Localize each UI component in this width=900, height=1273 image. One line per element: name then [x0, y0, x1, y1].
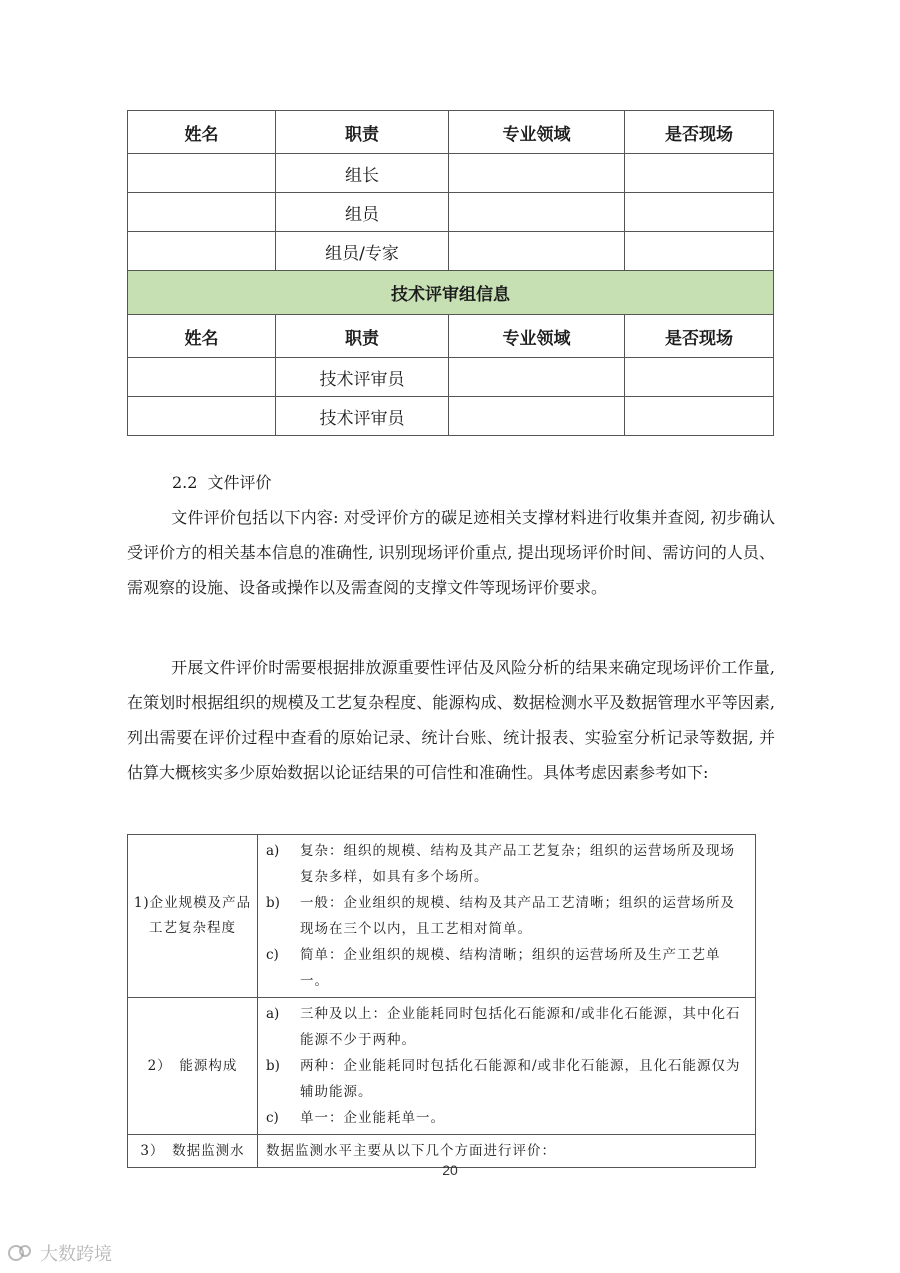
list-item: b) 一般：企业组织的规模、结构及其产品工艺清晰；组织的运营场所及现场在三个以内，且工艺相对简单。 [266, 895, 735, 937]
table-header-row [128, 315, 774, 358]
paragraph-2: 开展文件评价时需要根据排放源重要性评估及风险分析的结果来确定现场评价工作量, 在策划时根据组织的规模及工艺复杂程度、能源构成、数据检测水平及数据管理水平等因素, 列出需要在评价过程中查看的原始记录、统计台账、统计报表、实验室分析记录等数据, 并估算大概核实多少原始数据以论证结果的可信性和准确性。具体考虑因素参考如下: [127, 658, 775, 782]
table-row [128, 835, 756, 998]
header-name: 姓名 [128, 315, 276, 358]
header-onsite: 是否现场 [625, 111, 774, 154]
factor-label: 3） 数据监测水 [128, 1135, 258, 1168]
list-item: c) 单一：企业能耗单一。 [266, 1110, 445, 1126]
section-heading [172, 465, 271, 500]
header-role: 职责 [276, 315, 449, 358]
table-row [128, 154, 774, 193]
brand-logo-icon [6, 1243, 34, 1263]
watermark [6, 1240, 112, 1266]
section-title: 文件评价 [207, 473, 272, 492]
watermark-text: 大数跨境 [40, 1244, 112, 1265]
role-cell: 组员/专家 [276, 232, 449, 271]
list-item: a) 三种及以上：企业能耗同时包括化石能源和/或非化石能源，其中化石能源不少于两种。 [266, 1006, 741, 1048]
list-item: a) 复杂：组织的规模、结构及其产品工艺复杂；组织的运营场所及现场复杂多样，如具有多个场所。 [266, 843, 735, 885]
header-field: 专业领域 [449, 315, 625, 358]
factor-label: 2） 能源构成 [128, 998, 258, 1135]
header-onsite: 是否现场 [625, 315, 774, 358]
factors-table [127, 834, 756, 1168]
table-row [128, 397, 774, 436]
factor-text: 数据监测水平主要从以下几个方面进行评价： [258, 1135, 756, 1168]
list-item: c) 简单：企业组织的规模、结构清晰；组织的运营场所及生产工艺单一。 [266, 947, 721, 989]
group-title: 技术评审组信息 [128, 271, 774, 315]
list-item: b) 两种：企业能耗同时包括化石能源和/或非化石能源，且化石能源仅为辅助能源。 [266, 1058, 741, 1100]
header-role: 职责 [276, 111, 449, 154]
table-row [128, 193, 774, 232]
table-row [128, 232, 774, 271]
role-cell: 组长 [276, 154, 449, 193]
page-number: 20 [442, 1162, 458, 1178]
header-name: 姓名 [128, 111, 276, 154]
table-row [128, 358, 774, 397]
group-title-row [128, 271, 774, 315]
section-number: 2.2 [172, 473, 198, 492]
header-field: 专业领域 [449, 111, 625, 154]
paragraph-1: 文件评价包括以下内容: 对受评价方的碳足迹相关支撑材料进行收集并查阅, 初步确认受评价方的相关基本信息的准确性, 识别现场评价重点, 提出现场评价时间、需访问的人员、需观察的设施、设备或操作以及需查阅的支撑文件等现场评价要求。 [127, 508, 775, 597]
table-row [128, 998, 756, 1135]
factor-label: 1)企业规模及产品工艺复杂程度 [128, 835, 258, 998]
role-cell: 技术评审员 [276, 358, 449, 397]
review-team-table [127, 110, 774, 436]
role-cell: 组员 [276, 193, 449, 232]
role-cell: 技术评审员 [276, 397, 449, 436]
table-header-row [128, 111, 774, 154]
